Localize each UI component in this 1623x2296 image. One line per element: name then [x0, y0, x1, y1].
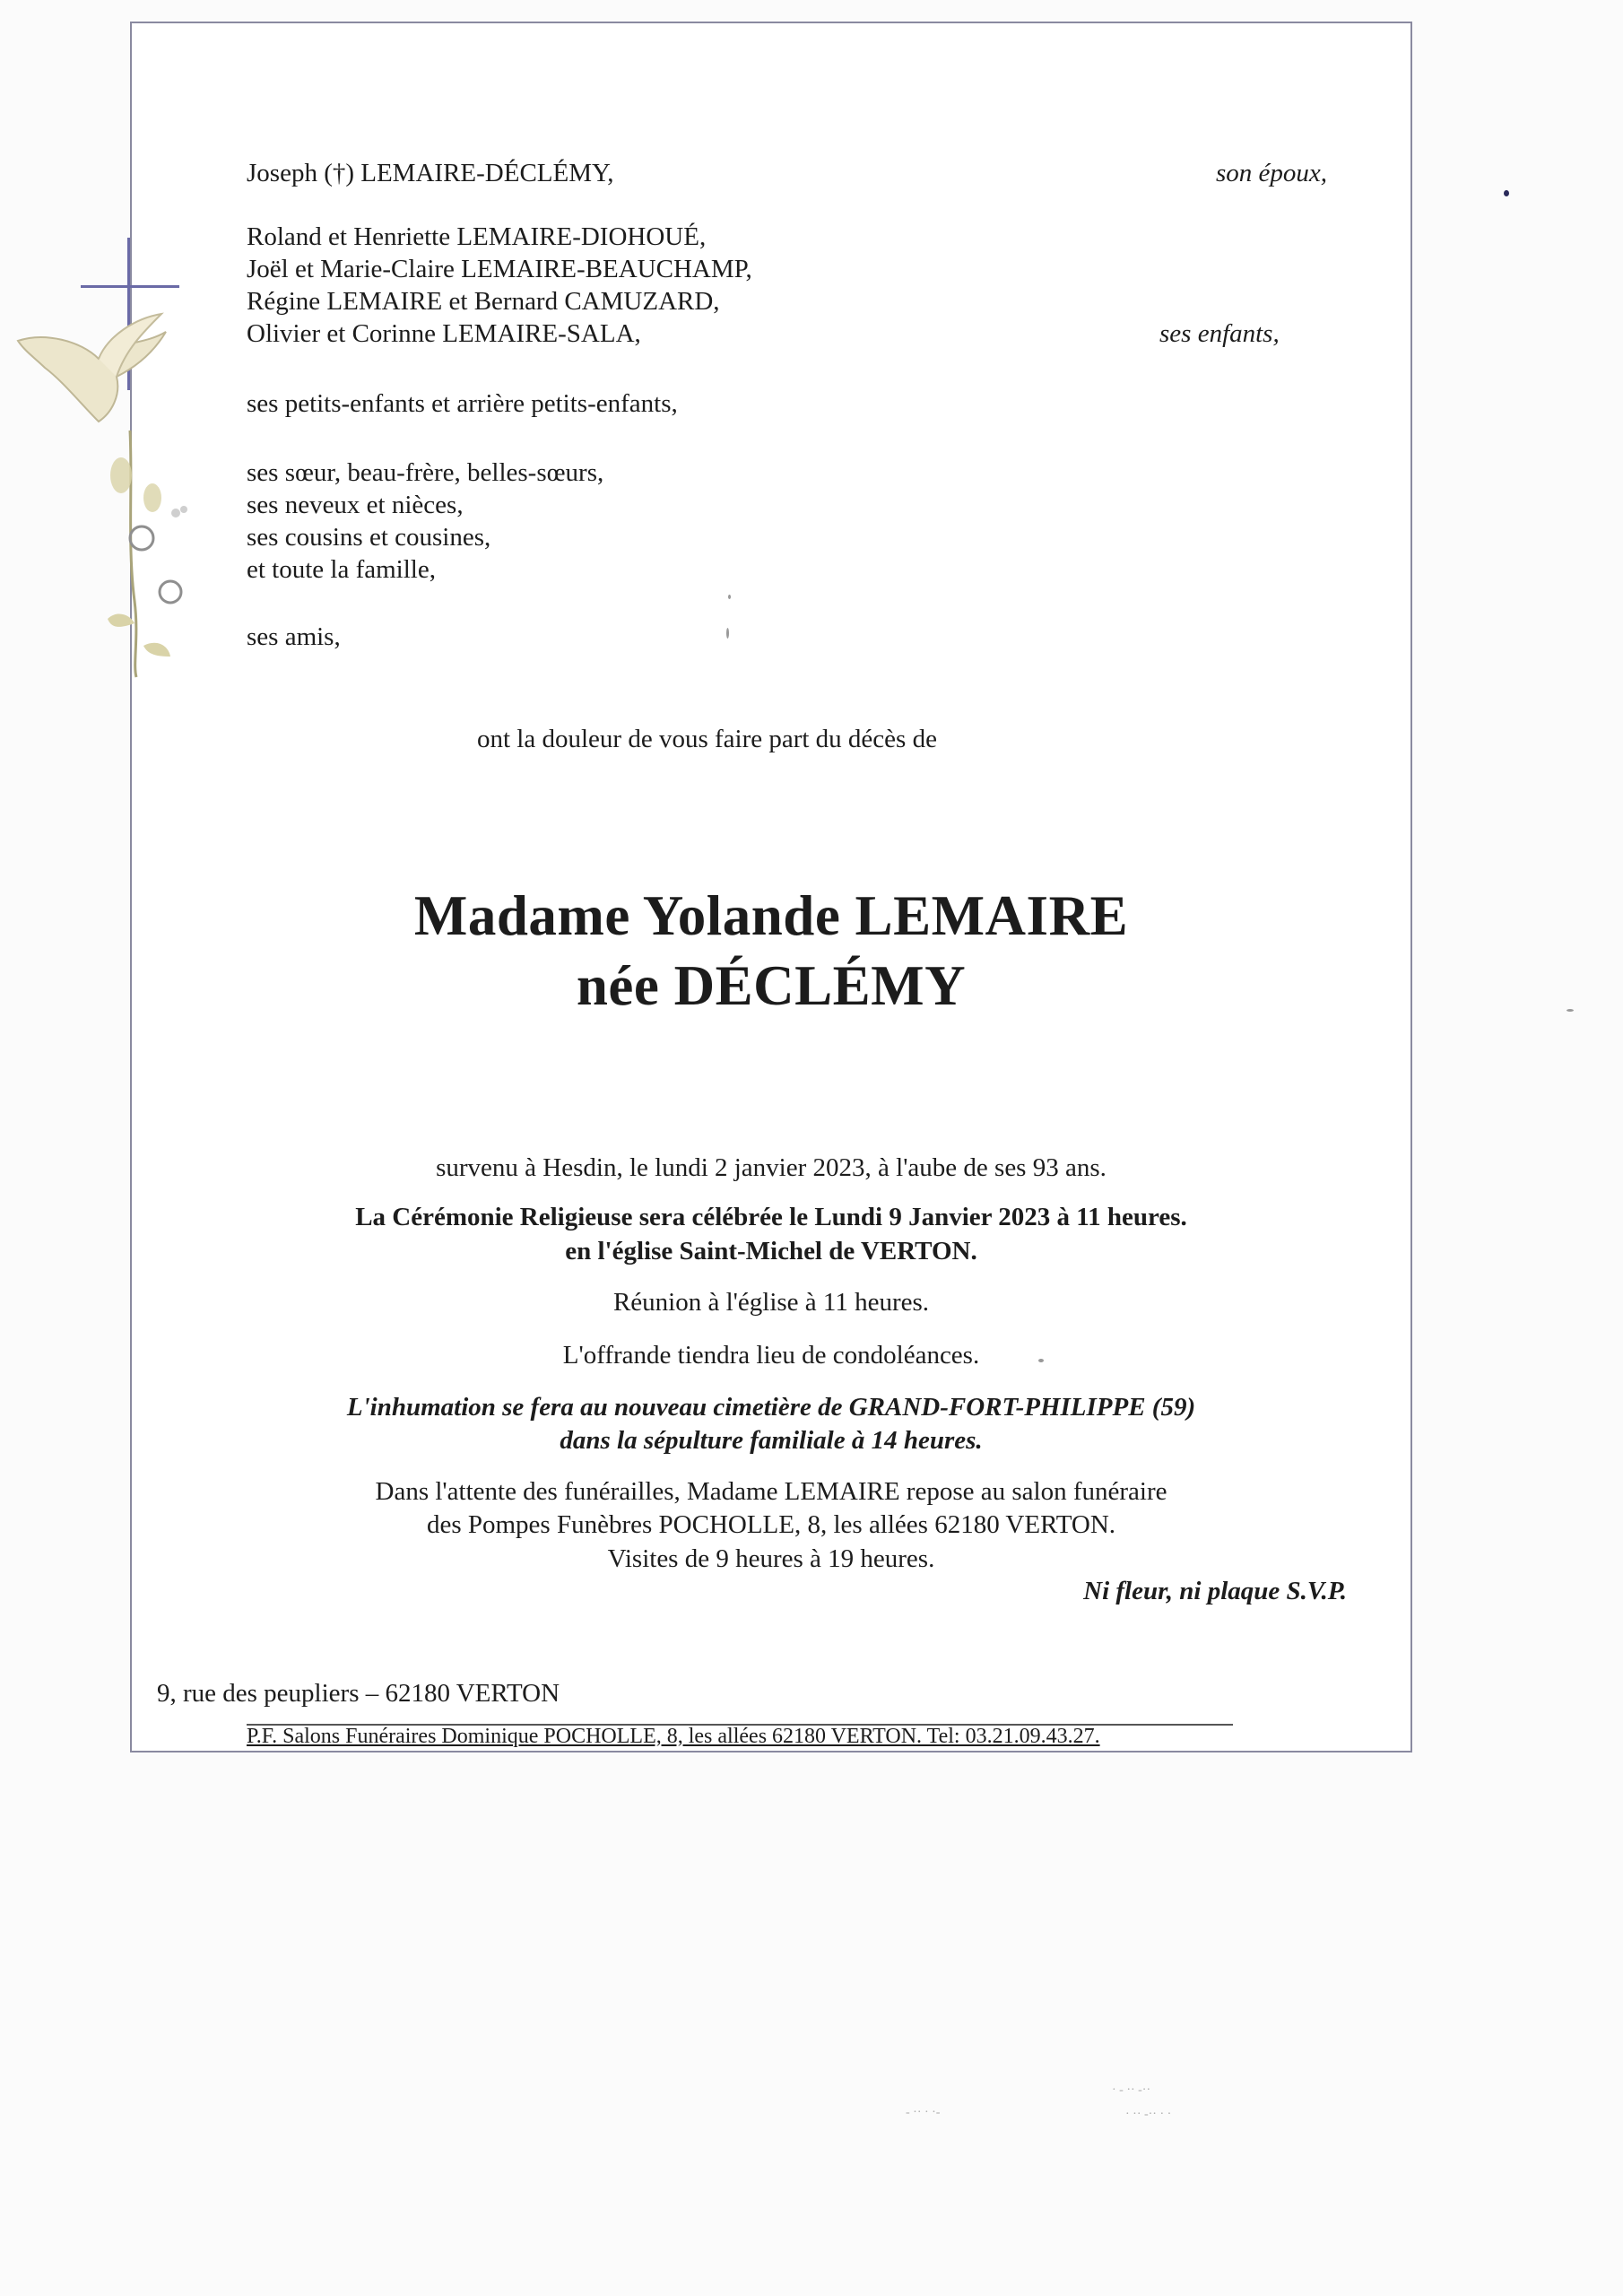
burial-time: dans la sépulture familiale à 14 heures.: [560, 1426, 983, 1455]
scan-smudge: - ·· · ·-: [906, 2106, 941, 2119]
spouse-name: Joseph (†) LEMAIRE-DÉCLÉMY,: [247, 159, 614, 187]
death-details: survenu à Hesdin, le lundi 2 janvier 2023, à l'aube de ses 93 ans.: [436, 1153, 1107, 1182]
salon-text: Dans l'attente des funérailles, Madame LEMAIRE repose au salon funéraire: [375, 1477, 1167, 1506]
child-line: Régine LEMAIRE et Bernard CAMUZARD,: [247, 287, 720, 316]
grandchildren-line: ses petits-enfants et arrière petits-enfants,: [247, 389, 678, 418]
spouse-role: son époux,: [1216, 159, 1328, 187]
scan-speck: [1567, 1009, 1574, 1012]
reunion-text: Réunion à l'église à 11 heures.: [612, 1288, 930, 1317]
child-line: Joël et Marie-Claire LEMAIRE-BEAUCHAMP,: [247, 255, 752, 283]
funeral-home-footer: P.F. Salons Funéraires Dominique POCHOLLE, 8, les allées 62180 VERTON. Tel: 03.21.09.43.27.: [247, 1725, 1100, 1748]
burial-place: L'inhumation se fera au nouveau cimetière de GRAND-FORT-PHILIPPE (59): [346, 1393, 1196, 1422]
ceremony-date: La Cérémonie Religieuse sera célébrée le Lundi 9 Janvier 2023 à 11 heures.: [355, 1203, 1187, 1231]
family-address: 9, rue des peupliers – 62180 VERTON: [157, 1679, 560, 1708]
deceased-name: Madame Yolande LEMAIRE: [413, 884, 1129, 947]
offering-text: L'offrande tiendra lieu de condoléances.: [562, 1341, 980, 1370]
relative-line: ses cousins et cousines,: [247, 523, 491, 552]
ceremony-place: en l'église Saint-Michel de VERTON.: [565, 1237, 977, 1265]
no-flowers-note: Ni fleur, ni plaque S.V.P.: [1083, 1577, 1347, 1605]
cross-bar: [81, 285, 179, 288]
deceased-maiden-name: née DÉCLÉMY: [576, 954, 967, 1017]
child-line: Roland et Henriette LEMAIRE-DIOHOUÉ,: [247, 222, 707, 251]
scan-speck: [1038, 1359, 1044, 1362]
child-line: Olivier et Corinne LEMAIRE-SALA,: [247, 319, 641, 348]
relative-line: ses sœur, beau-frère, belles-sœurs,: [247, 458, 604, 487]
visiting-hours: Visites de 9 heures à 19 heures.: [607, 1544, 935, 1573]
scan-smudge: · ·· -·· · ·: [1125, 2108, 1172, 2121]
scan-speck: [726, 628, 729, 639]
scan-smudge: · - ·· -··: [1112, 2083, 1151, 2097]
children-role: ses enfants,: [1159, 319, 1280, 348]
scan-speck: [1504, 190, 1509, 196]
relative-line: et toute la famille,: [247, 555, 436, 584]
salon-address: des Pompes Funèbres POCHOLLE, 8, les allées 62180 VERTON.: [426, 1510, 1116, 1539]
friends-line: ses amis,: [247, 622, 341, 651]
scan-speck: [728, 595, 731, 599]
relative-line: ses neveux et nièces,: [247, 491, 464, 519]
dove-and-flowers-icon: [9, 305, 206, 682]
announcement-text: ont la douleur de vous faire part du décès de: [477, 725, 937, 753]
